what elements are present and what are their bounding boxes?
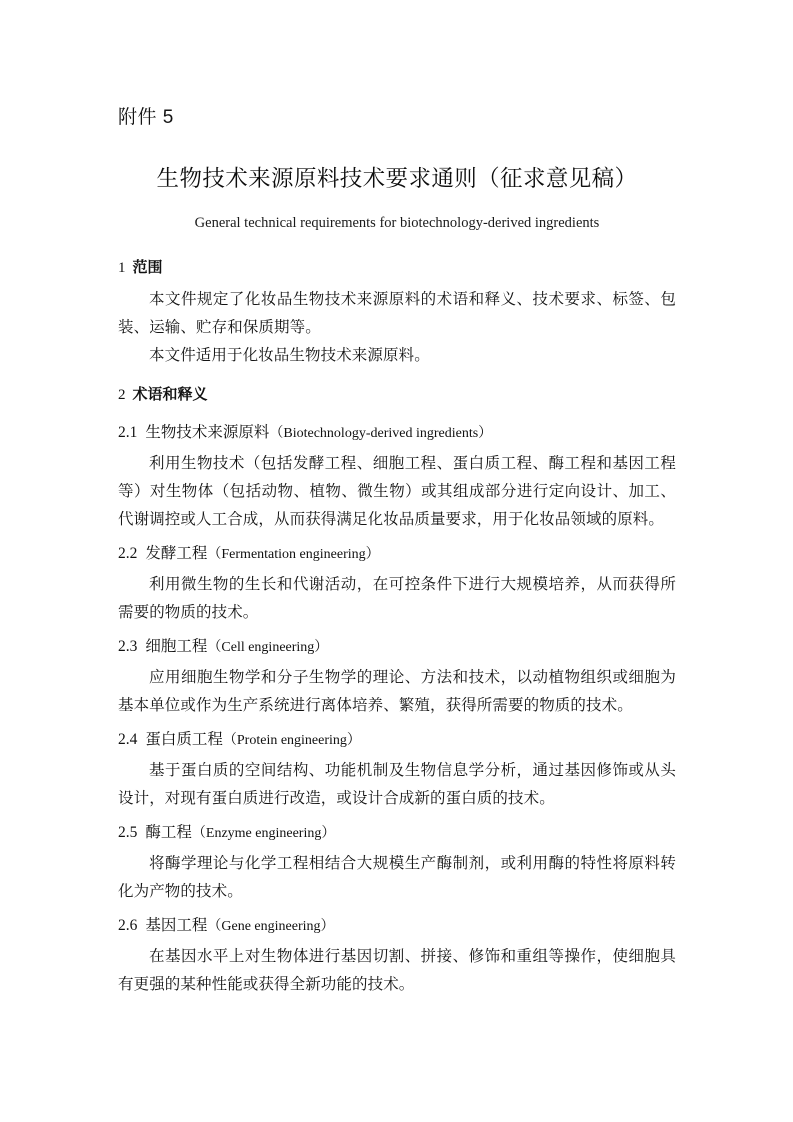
term-english-2-3: （Cell engineering） — [207, 640, 329, 655]
term-english-2-6: （Gene engineering） — [207, 919, 335, 934]
term-english-2-2: （Fermentation engineering） — [207, 547, 380, 562]
term-heading-2-2 — [118, 540, 676, 569]
term-heading-2-4 — [118, 726, 676, 755]
attachment-label: 附件 5 — [118, 107, 174, 128]
term-name-2-6: 基因工程 — [145, 917, 208, 934]
spacer — [118, 370, 676, 381]
section-number-2: 2 — [118, 387, 126, 403]
term-number-2-1: 2.1 — [118, 424, 138, 441]
section-number-1: 1 — [118, 260, 126, 276]
term-number-2-4: 2.4 — [118, 731, 138, 748]
page-title: 生物技术来源原料技术要求通则（征求意见稿） — [156, 166, 638, 191]
term-number-2-3: 2.3 — [118, 638, 138, 655]
term-definition-2-2: 利用微生物的生长和代谢活动，在可控条件下进行大规模培养，从而获得所需要的物质的技术。 — [118, 576, 676, 621]
term-definition-2-5: 将酶学理论与化学工程相结合大规模生产酶制剂，或利用酶的特性将原料转化为产物的技术。 — [118, 855, 676, 900]
term-number-2-6: 2.6 — [118, 917, 138, 934]
term-definition-2-1: 利用生物技术（包括发酵工程、细胞工程、蛋白质工程、酶工程和基因工程等）对生物体（包括动物、植物、微生物）或其组成部分进行定向设计、加工、代谢调控或人工合成，从而获得满足化妆品质量要求，用于化妆品领域的原料。 — [118, 455, 676, 528]
document-body — [118, 104, 676, 999]
term-definition-2-4: 基于蛋白质的空间结构、功能机制及生物信息学分析，通过基因修饰或从头设计，对现有蛋白质进行改造，或设计合成新的蛋白质的技术。 — [118, 762, 676, 807]
term-heading-2-6 — [118, 912, 676, 941]
term-name-2-3: 细胞工程 — [145, 638, 208, 655]
term-english-2-1: （Biotechnology-derived ingredients） — [269, 426, 493, 441]
term-number-2-2: 2.2 — [118, 545, 138, 562]
term-english-2-4: （Protein engineering） — [222, 733, 361, 748]
term-number-2-5: 2.5 — [118, 824, 138, 841]
term-english-2-5: （Enzyme engineering） — [191, 826, 336, 841]
term-definition-2-6: 在基因水平上对生物体进行基因切割、拼接、修饰和重组等操作，使细胞具有更强的某种性能或获得全新功能的技术。 — [118, 948, 676, 993]
term-heading-2-1 — [118, 419, 676, 448]
term-definition-2-3: 应用细胞生物学和分子生物学的理论、方法和技术，以动植物组织或细胞为基本单位或作为生产系统进行离体培养、繁殖，获得所需要的物质的技术。 — [118, 669, 676, 714]
term-heading-2-3 — [118, 633, 676, 662]
term-name-2-1: 生物技术来源原料 — [145, 424, 270, 441]
term-heading-2-5 — [118, 819, 676, 848]
term-name-2-5: 酶工程 — [145, 824, 192, 841]
term-name-2-4: 蛋白质工程 — [145, 731, 223, 748]
page-subtitle-english: General technical requirements for biotechnology-derived ingredients — [194, 215, 600, 231]
section-1-paragraph-1: 本文件规定了化妆品生物技术来源原料的术语和释义、技术要求、标签、包装、运输、贮存和保质期等。 — [118, 291, 676, 336]
section-heading-2 — [118, 381, 676, 409]
term-name-2-2: 发酵工程 — [145, 545, 208, 562]
section-title-1: 范围 — [132, 259, 163, 276]
section-title-2: 术语和释义 — [132, 386, 208, 403]
section-heading-1 — [118, 254, 676, 282]
section-1-paragraph-2: 本文件适用于化妆品生物技术来源原料。 — [149, 347, 430, 364]
